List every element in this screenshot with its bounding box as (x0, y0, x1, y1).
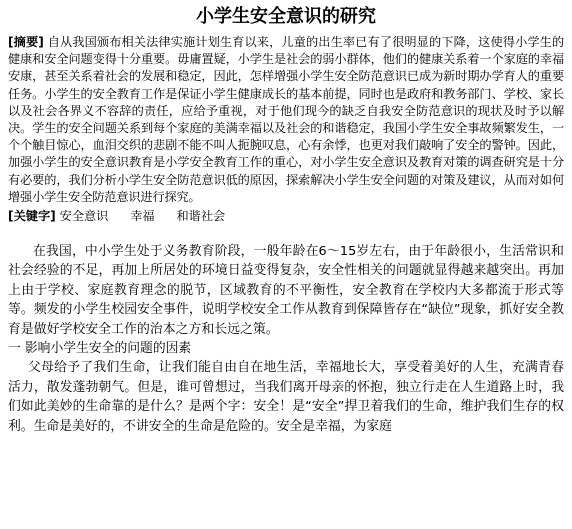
keywords-label: [关键字] (8, 209, 56, 224)
intro-paragraph: 在我国，中小学生处于义务教育阶段，一般年龄在6～15岁左右，由于年龄很小，生活常识和社会经验的不足，再加上所居处的环境日益变得复杂，安全性相关的问题就显得越来越突出。再加上由于学校、家庭教育理念的脱节，区域教育的不平衡性，安全教育在学校内大多都流于形式等等。频发的小学生校园安全事件，说明学校安全工作从教育到保障皆存在“缺位”现象，抓好安全教育是做好学校安全工作的治本之方和长远之策。 (8, 244, 564, 337)
abstract-paragraph (8, 34, 564, 206)
document-title: 小学生安全意识的研究 (196, 6, 376, 27)
section-heading: 一 影响小学生安全的问题的因素 (8, 341, 192, 357)
abstract-text: 自从我国颁布相关法律实施计划生育以来，儿童的出生率已有了很明显的下降，这使得小学生的健康和安全问题变得十分重要。毋庸置疑，小学生是社会的弱小群体，他们的健康关系着一个家庭的幸福安康，甚至关系着社会的发展和稳定，因此，怎样增强小学生安全防范意识已成为新时期办学育人的重要任务。小学生的安全教育工作是保证小学生健康成长的基本前提，同时也是政府和教务部门、学校、家长以及社会各界义不容辞的责任，应给予重视，对于他们现今的缺乏自我安全防范意识的现状及时予以解决。学生的安全问题关系到每个家庭的美满幸福以及社会的和谐稳定，我国小学生安全事故频繁发生，一个个触目惊心，血泪交织的悲剧不能不叫人扼腕叹息，心有余悸，也更对我们敲响了安全的警钟。因此，加强小学生的安全意识教育是小学安全教育工作的重心，对小学生安全意识及教育对策的调查研究是十分有必要的，我们分析小学生安全防范意识低的原因，探索解决小学生安全问题的对策及建议，从而对如何增强小学生安全防范意识进行探究。 (8, 35, 564, 204)
abstract-label: [摘要] (8, 35, 44, 49)
keyword-item: 安全意识 (59, 209, 109, 224)
keyword-item: 幸福 (130, 209, 155, 224)
keywords-line (8, 208, 564, 225)
keyword-item: 和谐社会 (176, 209, 226, 224)
section-paragraph: 父母给予了我们生命，让我们能自由自在地生活，幸福地长大，享受着美好的人生，充满青春活力，散发蓬勃朝气。但是，谁可曾想过，当我们离开母亲的怀抱，独立行走在人生道路上时，我们如此美妙的生命靠的是什么？是两个字：安全！是“安全”捍卫着我们的生命，维护我们生存的权利。生命是美好的，不讲安全的生命是危险的。安全是幸福，为家庭 (8, 360, 564, 434)
section-spacer (8, 225, 564, 242)
